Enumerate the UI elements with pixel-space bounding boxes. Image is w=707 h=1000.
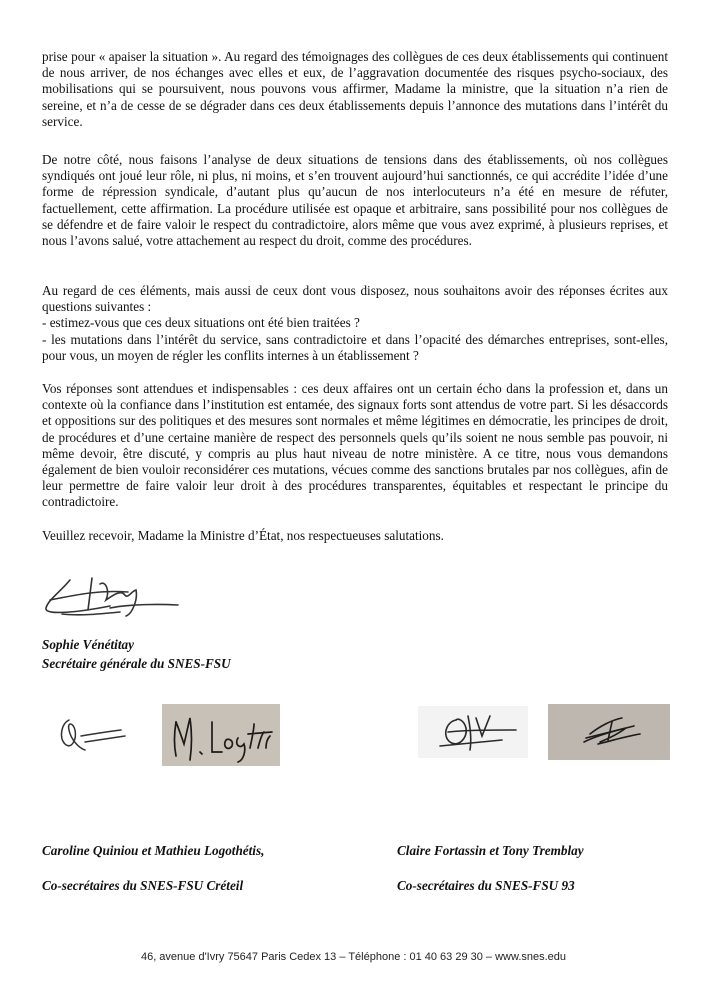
signatory-title-left: Co-secrétaires du SNES-FSU Créteil bbox=[42, 878, 244, 893]
paragraph-text: Veuillez recevoir, Madame la Ministre d’État, nos respectueuses salutations. bbox=[42, 528, 444, 543]
paragraph-text: Au regard de ces éléments, mais aussi de ceux dont vous disposez, nous souhaitons avoir des réponses écrites aux questions suivantes : bbox=[42, 283, 668, 315]
paragraph-2 bbox=[42, 152, 668, 249]
question-item: - les mutations dans l’intérêt du service, sans contradictoire et dans l’opacité des démarches entreprises, sont-elles, pour vous, un moyen de régler les conflits internes à un établissement ? bbox=[42, 331, 668, 363]
paragraph-1 bbox=[42, 49, 668, 130]
signatory-name-main: Sophie Vénétitay bbox=[42, 637, 134, 652]
question-item: - estimez-vous que ces deux situations ont été bien traitées ? bbox=[42, 315, 360, 331]
signature-handwritten-logothetis bbox=[162, 704, 280, 766]
signatory-names-left: Caroline Quiniou et Mathieu Logothétis, bbox=[42, 843, 265, 858]
signatory-title-main: Secrétaire générale du SNES-FSU bbox=[42, 656, 231, 671]
signature-handwritten-quiniou bbox=[55, 712, 130, 757]
signature-handwritten-fortassin bbox=[418, 706, 528, 758]
paragraph-3 bbox=[42, 283, 668, 364]
closing-salutation bbox=[42, 528, 668, 544]
paragraph-text: prise pour « apaiser la situation ». Au regard des témoignages des collègues de ces deux établissements qui continuent de nous arriver, de nos échanges avec elles et eux, de l’aggravation documentée des risques psycho-sociaux, des mobilisations qui se poursuivent, nous pouvons vous affirmer, Madame la ministre, que la situation n’a rien de sereine, et n’a de cesse de se dégrader dans ces deux établissements depuis l’annonce des mutations dans l’intérêt du service. bbox=[42, 49, 668, 129]
paragraph-4 bbox=[42, 381, 668, 511]
footer-address: 46, avenue d'Ivry 75647 Paris Cedex 13 – Téléphone : 01 40 63 29 30 – www.snes.edu bbox=[140, 951, 567, 963]
paragraph-text: Vos réponses sont attendues et indispensables : ces deux affaires ont un certain écho dans la profession et, dans un contexte où la confiance dans l’institution est entamée, des signaux forts sont attendus de votre part. Si les désaccords et oppositions sur des politiques et des mesures sont normales et même légitimes en démocratie, les principes de droit, de procédures et d’une certaine manière de respect des personnels quels qu’ils soient ne nous semble pas pouvoir, ni même devoir, être discuté, y compris au plus haut niveau de notre ministère. A ce titre, nous vous demandons également de bien vouloir reconsidérer ces mutations, vécues comme des sanctions brutales par nos collègues, afin de leur permettre de faire valoir leur droit à des procédures transparentes, équitables et respectant le principe du contradictoire. bbox=[42, 381, 668, 510]
signatory-names-right: Claire Fortassin et Tony Tremblay bbox=[397, 843, 584, 858]
signature-handwritten-tremblay bbox=[548, 704, 670, 760]
signature-handwritten-main bbox=[40, 570, 182, 622]
paragraph-text: De notre côté, nous faisons l’analyse de deux situations de tensions dans des établissements, où nos collègues syndiqués ont joué leur rôle, ni plus, ni moins, et s’en trouvent aujourd’hui sanctionnés, ce qui accrédite l’idée d’une forme de répression syndicale, d’autant plus qu’aucun de nos interlocuteurs n’a été en mesure de réfuter, factuellement, cette affirmation. La procédure utilisée est opaque et arbitraire, sans possibilité pour nos collègues de se défendre et de faire valoir le respect du contradictoire, alors même que vous avez exprimé, à plusieurs reprises, et nous l’avons salué, votre attachement au respect du droit, comme des procédures. bbox=[42, 152, 668, 249]
signatory-title-right: Co-secrétaires du SNES-FSU 93 bbox=[397, 878, 575, 893]
